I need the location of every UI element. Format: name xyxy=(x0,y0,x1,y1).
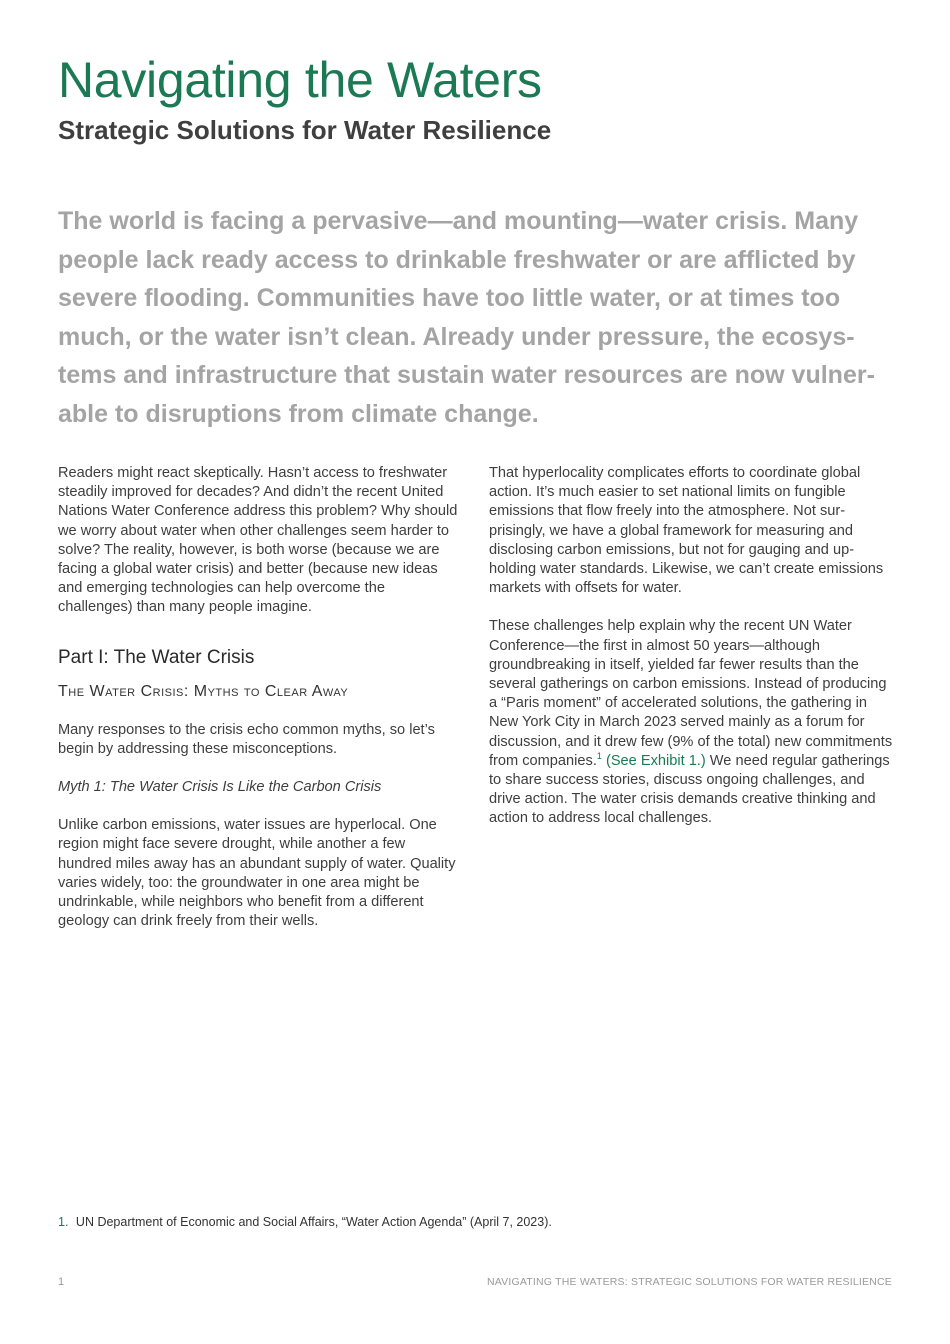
intro-paragraph: Readers might react skeptically. Hasn’t access to freshwater steadily improved for decades? And didn’t the recent United Nations Water Conference address this problem? Why should we worry about water when other challenges seem harder to solve? The reality, however, is both worse (because we are facing a global water crisis) and better (because new ideas and emerging technologies can help overcome the challenges) than many people imagine. xyxy=(58,465,458,616)
hyperlocal-paragraph: Unlike carbon emissions, water issues are hyperlocal. One region might face severe drought, while another a few hundred miles away has an abundant supply of water. Quality varies widely, too: the groundwater in one area might be undrinkable, while neighbors who benefit from a different geology can drink freely from their wells. xyxy=(58,817,456,930)
responses-paragraph: Many responses to the crisis echo common myths, so let’s begin by addressing these misconceptions. xyxy=(58,721,435,757)
document-title: Navigating the Waters xyxy=(58,52,542,108)
challenges-text-continued: We need regular gatherings to share success stories, discuss ongoing challenges, and drive action. The water crisis demands creative thinking and action to address local challenges. xyxy=(489,752,890,827)
part-heading: Part I: The Water Crisis xyxy=(58,646,255,668)
footnote xyxy=(58,1214,552,1230)
running-footer: NAVIGATING THE WATERS: STRATEGIC SOLUTIONS FOR WATER RESILIENCE xyxy=(486,1276,892,1288)
challenges-paragraph xyxy=(489,617,893,828)
page-number: 1 xyxy=(58,1276,65,1288)
hyperlocality-paragraph: That hyperlocality complicates efforts to coordinate global action. It’s much easier to set national limits on fungible emissions that flow freely into the atmosphere. Not surprisingly, we have a global framework for measuring and disclosing carbon emissions, but not for gauging and upholding water standards. Likewise, we can’t create emissions markets with offsets for water. xyxy=(489,465,884,597)
myth-heading: Myth 1: The Water Crisis Is Like the Carbon Crisis xyxy=(58,779,382,796)
document-subtitle: Strategic Solutions for Water Resilience xyxy=(58,115,552,145)
footnote-text: UN Department of Economic and Social Affairs, “Water Action Agenda” (April 7, 2023). xyxy=(75,1215,552,1229)
challenges-text: These challenges help explain why the recent UN Water Conference—the first in almost 50 years—although groundbreaking in itself, yielded far fewer results than the several gatherings on carbon emissions. Instead of producing a “Paris moment” of accelerated solutions, the gathering in New York City in March 2023 served mainly as a forum for discussion, and it drew few (9% of the total) new commitments from companies. xyxy=(489,618,893,769)
footnote-ref-link[interactable]: 1 xyxy=(596,750,602,761)
left-column xyxy=(58,464,462,950)
footnote-number: 1. xyxy=(58,1215,69,1229)
exhibit-link[interactable]: (See Exhibit 1.) xyxy=(605,752,706,769)
section-heading: The Water Crisis: Myths to Clear Away xyxy=(58,682,349,700)
lede-paragraph: The world is facing a pervasive—and mounting—water crisis. Many people lack ready access to drinkable freshwater or are afflicted by severe flooding. Communities have too little water, or at times too much, or the water isn’t clean. Already under pressure, the ecosystems and infrastructure that sustain water resources are now vulnerable to disruptions from climate change. xyxy=(58,207,875,428)
right-column xyxy=(489,464,893,848)
